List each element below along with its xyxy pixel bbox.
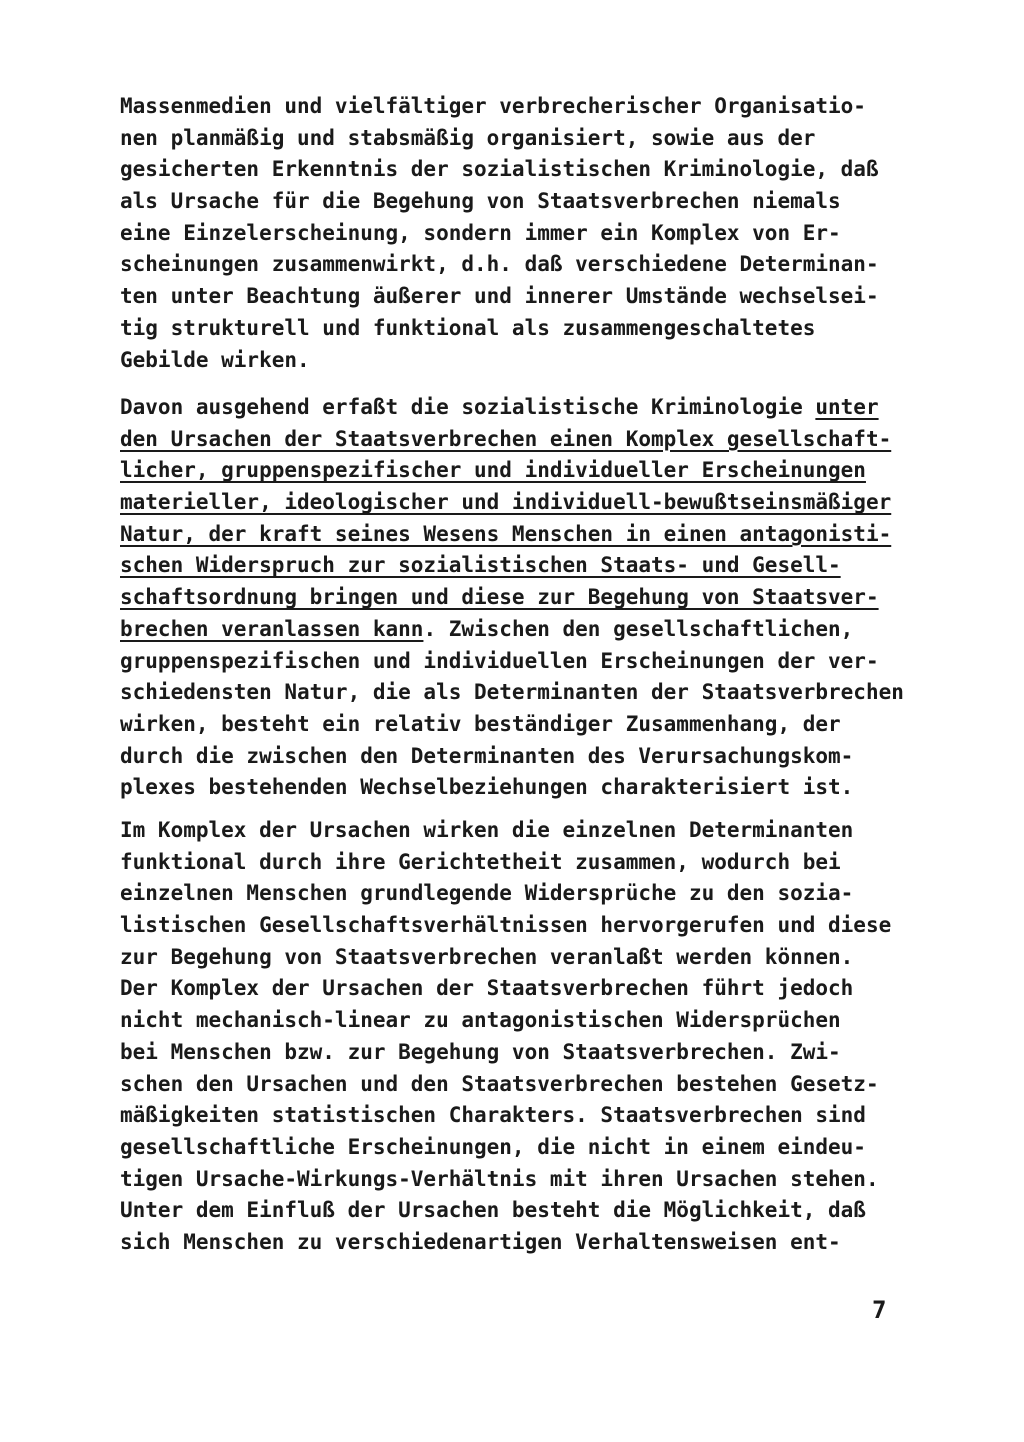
- text-line: nicht mechanisch-linear zu antagonistischen Widersprüchen: [120, 1008, 841, 1033]
- underlined-text: den Ursachen der Staatsverbrechen einen Komplex gesellschaft-: [120, 426, 892, 451]
- line-text: . Zwischen den gesellschaftlichen,: [423, 616, 854, 641]
- line-text: durch die zwischen den Determinanten des Verursachungskom-: [120, 743, 854, 768]
- text-line: [120, 519, 950, 551]
- text-line: schen den Ursachen und den Staatsverbrechen bestehen Gesetz-: [120, 1071, 879, 1096]
- paragraph-3: [120, 815, 950, 1259]
- text-line: [120, 582, 950, 614]
- line-text: gruppenspezifischen und individuellen Erscheinungen der ver-: [120, 648, 879, 673]
- underlined-text: materieller, ideologischer und individuell-bewußtseinsmäßiger: [120, 490, 892, 515]
- underlined-text: unter: [815, 395, 879, 419]
- text-line: ten unter Beachtung äußerer und innerer Umstände wechselsei-: [120, 284, 879, 309]
- text-line: sich Menschen zu verschiedenartigen Verhaltensweisen ent-: [120, 1229, 841, 1254]
- line-text: Davon ausgehend erfaßt die sozialistische Kriminologie: [120, 395, 816, 419]
- text-line: eine Einzelerscheinung, sondern immer ein Komplex von Er-: [120, 220, 841, 245]
- text-line: Gebilde wirken.: [120, 347, 310, 372]
- text-line: funktional durch ihre Gerichtetheit zusammen, wodurch bei: [120, 849, 841, 874]
- text-line: [120, 487, 950, 519]
- underlined-text: licher, gruppenspezifischer und individueller Erscheinungen: [120, 458, 866, 483]
- text-line: [120, 677, 950, 709]
- line-text: plexes bestehenden Wechselbeziehungen charakterisiert ist.: [120, 775, 854, 800]
- line-text: schiedensten Natur, die als Determinanten der Staatsverbrechen: [120, 680, 904, 705]
- text-line: listischen Gesellschaftsverhältnissen hervorgerufen und diese: [120, 913, 892, 938]
- text-line: [120, 550, 950, 582]
- text-line: einzelnen Menschen grundlegende Widersprüche zu den sozia-: [120, 881, 854, 906]
- text-line: scheinungen zusammenwirkt, d.h. daß verschiedene Determinan-: [120, 252, 879, 277]
- text-line: [120, 709, 950, 741]
- text-line: [120, 455, 950, 487]
- text-line: [120, 424, 950, 456]
- paragraph-1: [120, 91, 950, 376]
- text-line: mäßigkeiten statistischen Charakters. Staatsverbrechen sind: [120, 1103, 866, 1128]
- text-line: Unter dem Einfluß der Ursachen besteht die Möglichkeit, daß: [120, 1198, 866, 1223]
- text-line: als Ursache für die Begehung von Staatsverbrechen niemals: [120, 189, 841, 214]
- text-line: [120, 741, 950, 773]
- text-line: Im Komplex der Ursachen wirken die einzelnen Determinanten: [120, 818, 854, 842]
- paragraph-2: [120, 392, 950, 804]
- text-line: nen planmäßig und stabsmäßig organisiert, sowie aus der: [120, 125, 816, 150]
- text-line: [120, 614, 950, 646]
- text-line: Massenmedien und vielfältiger verbrecherischer Organisatio-: [120, 94, 866, 118]
- text-line: Der Komplex der Ursachen der Staatsverbrechen führt jedoch: [120, 976, 854, 1001]
- text-line: tigen Ursache-Wirkungs-Verhältnis mit ihren Ursachen stehen.: [120, 1166, 879, 1191]
- text-line: gesellschaftliche Erscheinungen, die nicht in einem eindeu-: [120, 1134, 866, 1159]
- underlined-text: schen Widerspruch zur sozialistischen Staats- und Gesell-: [120, 553, 841, 578]
- line-text: wirken, besteht ein relativ beständiger Zusammenhang, der: [120, 711, 841, 736]
- text-line: [120, 646, 950, 678]
- underlined-text: schaftsordnung bringen und diese zur Begehung von Staatsver-: [120, 585, 879, 610]
- text-line: [120, 772, 950, 804]
- text-line: tig strukturell und funktional als zusammengeschaltetes: [120, 315, 816, 340]
- text-line: [120, 392, 950, 424]
- text-line: zur Begehung von Staatsverbrechen veranlaßt werden können.: [120, 944, 854, 969]
- underlined-text: Natur, der kraft seines Wesens Menschen in einen antagonisti-: [120, 521, 892, 546]
- underlined-text: brechen veranlassen kann: [120, 616, 424, 641]
- text-line: bei Menschen bzw. zur Begehung von Staatsverbrechen. Zwi-: [120, 1039, 841, 1064]
- text-line: gesicherten Erkenntnis der sozialistischen Kriminologie, daß: [120, 157, 879, 182]
- page-number: 7: [872, 1296, 887, 1324]
